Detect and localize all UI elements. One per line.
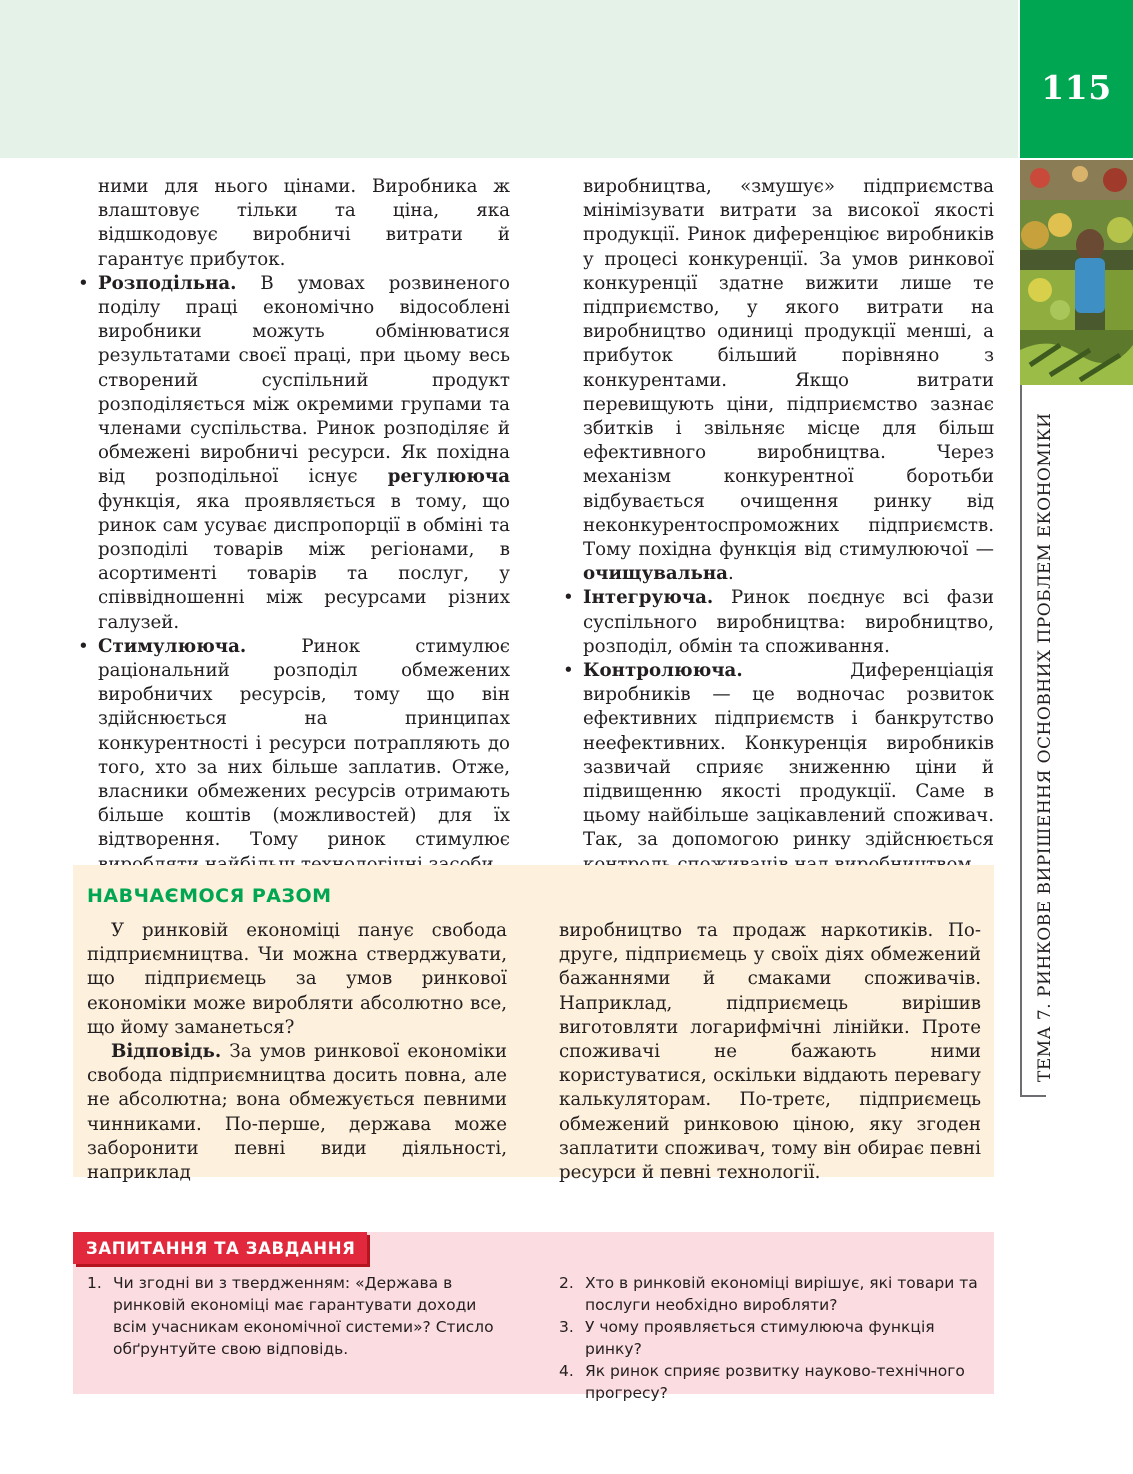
stimulating-text: Ринок стимулює раціональний розподіл обмежених виробничих ресурсів, тому що він здійснюється на принципах конкурентності і ресурси потрапляють до того, хто за них більше заплатив. Отже, власники обмежених ресурсів отримають більше коштів (можливостей) для їх відтворення. Тому ринок стимулює [98, 635, 510, 851]
bullet-icon: • [563, 660, 574, 682]
integrating-term: Інтегруюча. [583, 587, 714, 609]
learn-right-column [559, 919, 981, 1185]
learn-together-title: НАВЧАЄМОСЯ РАЗОМ [87, 885, 332, 907]
page-number-box [1020, 0, 1133, 158]
learn-left-column [87, 919, 507, 1185]
section-side-title: ТЕМА 7. РИНКОВЕ ВИРІШЕННЯ ОСНОВНИХ ПРОБЛЕМ ЕКОНОМІКИ [1035, 412, 1055, 1082]
right-text-column [563, 175, 994, 877]
stimulating-term: Стимулююча. [98, 635, 247, 657]
cleansing-term: очищувальна [583, 563, 728, 585]
integrating-text: Ринок поєднує всі фази суспільного виробництва: виробництво, розподіл, обмін та споживання. [583, 587, 994, 657]
learn-question: У ринковій економіці панує свобода підприємництва. Чи можна стверджувати, що підприємець за умов ринкової економіки може виробляти абсолютно все, що йому заманеться? [87, 920, 507, 1038]
learn-answer [87, 1040, 507, 1185]
questions-title: ЗАПИТАННЯ ТА ЗАВДАННЯ [73, 1232, 367, 1264]
question-text: Чи згодні ви з твердженням: «Держава в ринковій економіці має гарантувати доходи всім учасникам економічної системи»? Стисло обґрунтуйте свою відповідь. [113, 1274, 494, 1358]
question-text: Як ринок сприяє розвитку науково-технічного прогресу? [585, 1362, 965, 1402]
question-item [559, 1272, 981, 1316]
learn-together-box [73, 865, 994, 1184]
continuation-end: . [727, 563, 734, 585]
questions-left-column [87, 1272, 509, 1360]
regulating-text: функція, яка проявляється в тому, що ринок сам усуває диспропорції в обміні та розподілі товарів між регіонами, в асортименті товарів та послуг, у співвідношенні між ресурсами різних галузей. [98, 490, 510, 633]
questions-right-column [559, 1272, 981, 1404]
bullet-icon: • [78, 635, 89, 657]
bullet-icon: • [563, 587, 574, 609]
answer-text-part1: За умов ринкової економіки свобода підприємництва досить повна, але не абсолютна; вона обмежується певними чинниками. По-перше, держава може заборонити певні види діяльності, наприклад [87, 1041, 507, 1184]
header-band [0, 0, 1018, 158]
question-text: У чому проявляється стимулююча функція ринку? [585, 1318, 935, 1358]
question-number: 4. [559, 1362, 574, 1380]
question-number: 1. [87, 1274, 102, 1292]
questions-box [73, 1232, 994, 1402]
side-rule [1020, 385, 1022, 1097]
question-text: Хто в ринковій економіці вирішує, які товари та послуги необхідно виробляти? [585, 1274, 978, 1314]
regulating-term: регулююча [387, 466, 510, 488]
controlling-function-item [563, 659, 994, 877]
bullet-icon: • [78, 272, 89, 294]
answer-label: Відповідь. [111, 1041, 222, 1063]
controlling-text: Диференціація виробників — це водночас розвиток ефективних підприємств і банкрутство неефективних. Конкуренція виробників зазвичай сприяє зниженню ціни й підвищенню якості продукції. Саме в цьому найбільше зацікавлений споживач. Так, за допомогою ринку здійснюється [583, 660, 994, 851]
distribution-text: В умовах розвиненого поділу праці економічно відособлені виробники можуть обмінюватися результатами своєї праці, при цьому весь створений суспільний продукт розподіляється між окремими групами та членами суспільства. Ринок розподіляє й обмежені виробничі ресурси. Як похідна від розподільної існує [98, 272, 510, 488]
continuation-paragraph [583, 175, 994, 586]
question-item [559, 1316, 981, 1360]
left-text-column [78, 175, 510, 877]
integrating-function-item [563, 586, 994, 659]
question-number: 2. [559, 1274, 574, 1292]
page-number: 115 [1041, 68, 1112, 107]
intro-paragraph: ними для нього цінами. Виробника ж влаштовує тільки та ціна, яка відшкодовує виробничі витрати й гарантує прибуток. [98, 176, 510, 270]
question-item [87, 1272, 509, 1360]
controlling-term: Контролююча. [583, 660, 743, 682]
market-stall-photo [1020, 160, 1133, 385]
market-photo-graphic [1020, 160, 1133, 385]
question-item [559, 1360, 981, 1404]
side-rule-foot [1020, 1095, 1046, 1097]
answer-text-part2: виробництво та продаж наркотиків. По-друге, підприємець у своїх діях обмежений бажаннями й смаками споживачів. Наприклад, підприємець вирішив виготовляти логарифмічні лінійки. Проте споживачі не бажають ними користуватися, оскільки віддають перевагу калькуляторам. По-третє, підприємець обмежений ринковою ціною, яку згоден заплатити споживач, тому він обирає певні ресурси й певні технології. [559, 920, 981, 1184]
question-number: 3. [559, 1318, 574, 1336]
stimulating-function-item [78, 635, 510, 877]
distribution-term: Розподільна. [98, 272, 237, 294]
continuation-text: виробництва, «змушує» підприємства мінімізувати витрати за високої якості продукції. Ринок диференціює виробників у процесі конкуренції. За умов ринкової конкуренції здатне вижити лише те підприємство, у якого витрати на виробництво одиниці продукції менші, а прибуток більший порівняно з конкурентами. Якщо витрати перевищують ціни, підприємство зазнає збитків і звільняє місце для більш ефективного виробництва. Через механізм конкурентної боротьби відбувається очищення ринку від неконкурентоспроможних підприємств. Тому похідна функція від стимулюючої — [583, 176, 994, 561]
distribution-function-item [78, 272, 510, 635]
